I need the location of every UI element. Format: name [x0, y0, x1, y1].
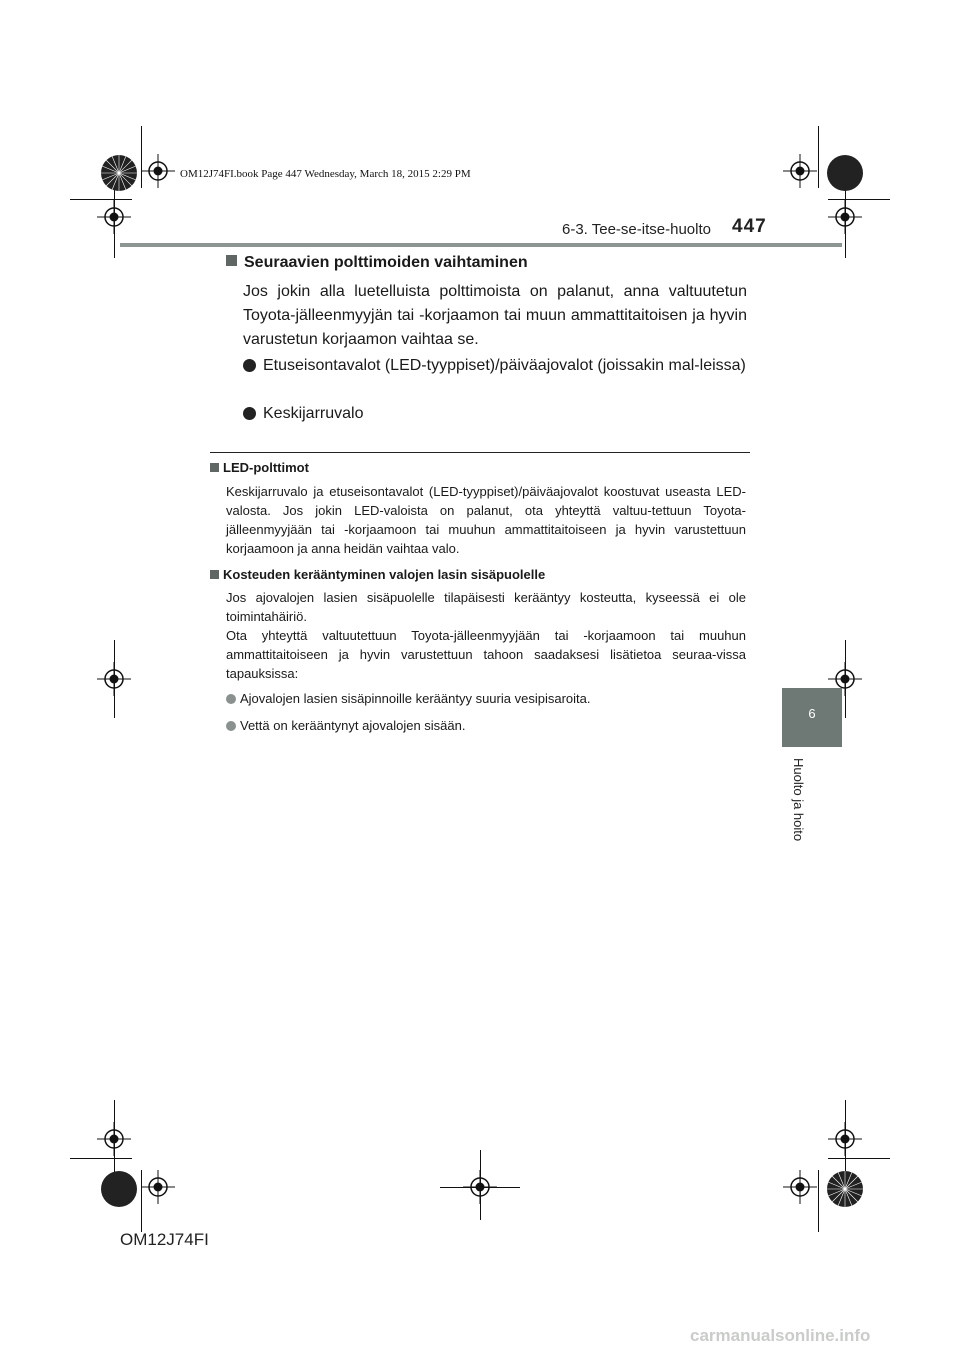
section-title: 6-3. Tee-se-itse-huolto — [562, 221, 711, 238]
main-paragraph: Jos jokin alla luetelluista polttimoista on palanut, anna valtuutetun Toyota-jälleenmyyjän tai -korjaamon tai muun ammattitaitoisen ja hyvin varustetun korjaamon vaihtaa se. — [243, 283, 747, 348]
main-heading-text: Seuraavien polttimoiden vaihtaminen — [244, 254, 528, 271]
bullet-dot-icon — [243, 359, 256, 372]
list-item-text: Ajovalojen lasien sisäpinnoille kerääntyy suuria vesipisaroita. — [240, 691, 591, 706]
header-rule — [120, 243, 842, 247]
fan-mark-icon — [826, 1170, 864, 1208]
info-paragraph: Jos ajovalojen lasien sisäpuolelle tilapäisesti kerääntyy kosteutta, kyseessä ei ole toimintahäiriö. — [226, 590, 746, 624]
crop-line — [818, 1170, 819, 1232]
registration-mark-icon — [828, 200, 862, 234]
list-item-text: Vettä on kerääntynyt ajovalojen sisään. — [240, 718, 466, 733]
registration-mark-icon — [783, 1170, 817, 1204]
registration-mark-icon — [828, 1122, 862, 1156]
registration-mark-icon — [97, 1122, 131, 1156]
info-heading-text: Kosteuden kerääntyminen valojen lasin sisäpuolelle — [223, 567, 546, 582]
info-paragraph: Keskijarruvalo ja etuseisontavalot (LED-tyyppiset)/päiväajovalot koostuvat useasta LED-valosta. Jos jokin LED-valoista on palanut, ota yhteyttä valtuu-tettuun Toyota-jälleenmyyjään tai -korjaamoon tai muuhun ammattitaitoiseen ja hyvin varustettuun korjaamoon ja anna heidän vaihtaa valo. — [226, 484, 746, 556]
square-bullet-icon — [226, 255, 237, 266]
info-divider — [210, 452, 750, 453]
crop-line — [828, 1158, 890, 1159]
crop-line — [818, 126, 819, 188]
info-paragraph: Ota yhteyttä valtuutettuun Toyota-jälleenmyyjään tai -korjaamoon tai muuhun ammattitaitoiseen ja hyvin varustettuun tahoon saadaksesi lisätietoa seuraa-vissa tapauksissa: — [226, 628, 746, 681]
bullet-dot-icon — [226, 721, 236, 731]
bullet-dot-icon — [243, 407, 256, 420]
bullet-dot-icon — [226, 694, 236, 704]
list-item-text: Keskijarruvalo — [263, 405, 364, 422]
crop-line — [70, 1158, 132, 1159]
chapter-label: Huolto ja hoito — [791, 758, 806, 842]
info-heading — [210, 460, 309, 475]
registration-mark-icon — [463, 1170, 497, 1204]
registration-mark-icon — [97, 662, 131, 696]
fan-mark-icon — [100, 154, 138, 192]
registration-mark-icon — [141, 154, 175, 188]
main-heading — [226, 254, 528, 272]
list-item — [226, 718, 465, 733]
model-code: OM12J74FI — [120, 1230, 209, 1249]
info-heading-text: LED-polttimot — [223, 460, 309, 475]
chapter-number: 6 — [808, 706, 816, 721]
list-item — [243, 354, 747, 378]
square-bullet-icon — [210, 463, 219, 472]
info-heading — [210, 567, 545, 582]
registration-mark-icon — [97, 200, 131, 234]
chapter-tab — [782, 688, 842, 747]
watermark: carmanualsonline.info — [690, 1326, 871, 1345]
registration-mark-icon — [141, 1170, 175, 1204]
list-item-text: Etuseisontavalot (LED-tyyppiset)/päiväajovalot (joissakin mal-leissa) — [263, 357, 746, 374]
fan-mark-icon — [100, 1170, 138, 1208]
list-item — [243, 402, 747, 426]
print-slug: OM12J74FI.book Page 447 Wednesday, March 18, 2015 2:29 PM — [180, 168, 471, 180]
list-item — [226, 691, 590, 706]
registration-mark-icon — [783, 154, 817, 188]
square-bullet-icon — [210, 570, 219, 579]
page-number: 447 — [732, 216, 767, 237]
fan-mark-icon — [826, 154, 864, 192]
